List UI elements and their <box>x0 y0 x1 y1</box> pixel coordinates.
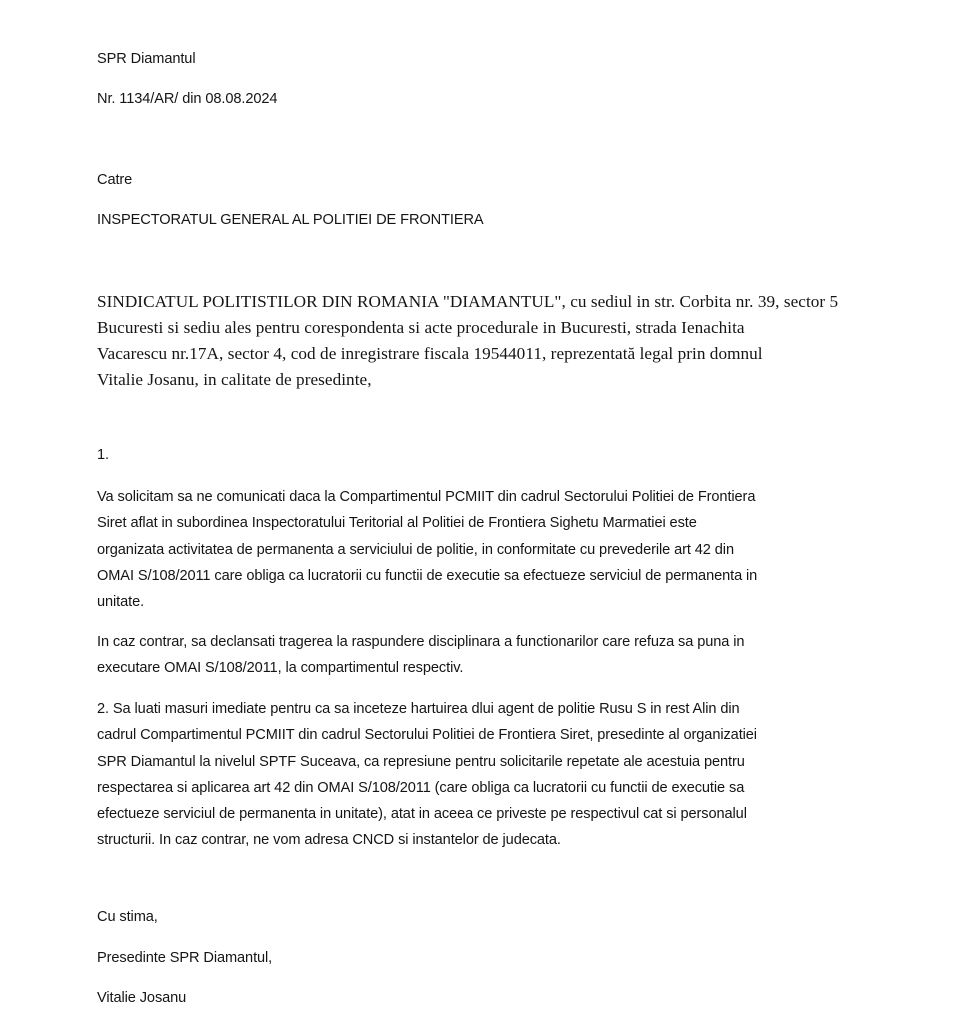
section-1-line: unitate. <box>97 594 145 611</box>
section-1-line: organizata activitatea de permanenta a serviciului de politie, in conformitate cu prevederile art 42 din <box>97 541 734 558</box>
section-2-line: efectueze serviciul de permanenta in unitate), atat in aceea ce priveste pe respectivul cat si personalul <box>97 806 747 823</box>
section-1-line: Siret aflat in subordinea Inspectoratului Teritorial al Politiei de Frontiera Sighetu Marmatiei este <box>97 515 697 532</box>
section-2-line: respectarea si aplicarea art 42 din OMAI S/108/2011 (care obliga ca lucratorii cu functii de executie sa <box>97 779 745 796</box>
intro-line: Vacarescu nr.17A, sector 4, cod de inregistrare fiscala 19544011, reprezentată legal prin domnul <box>97 344 763 363</box>
section-1-paragraph <box>97 484 757 615</box>
reference-number: Nr. 1134/AR/ din 08.08.2024 <box>97 91 278 107</box>
section-1-followup-line: In caz contrar, sa declansati tragerea la raspundere disciplinara a functionarilor care refuza sa puna in <box>97 634 745 650</box>
closing-salutation: Cu stima, <box>97 909 158 925</box>
intro-line: SINDICATUL POLITISTILOR DIN ROMANIA "DIAMANTUL", cu sediul in str. Corbita nr. 39, sector 5 <box>97 292 839 311</box>
signatory-name: Vitalie Josanu <box>97 990 187 1006</box>
sender-name: SPR Diamantul <box>97 51 196 67</box>
section-1-number: 1. <box>97 447 109 463</box>
intro-paragraph <box>97 289 838 393</box>
signatory-title: Presedinte SPR Diamantul, <box>97 950 273 966</box>
section-2-paragraph <box>97 696 757 854</box>
recipient-prefix: Catre <box>97 172 133 188</box>
recipient-name: INSPECTORATUL GENERAL AL POLITIEI DE FRONTIERA <box>97 212 484 228</box>
intro-line: Vitalie Josanu, in calitate de presedinte, <box>97 370 372 389</box>
section-2-line: structurii. In caz contrar, ne vom adresa CNCD si instantelor de judecata. <box>97 832 561 849</box>
section-2-line: cadrul Compartimentul PCMIIT din cadrul Sectorului Politiei de Frontiera Siret, presedinte al organizatiei <box>97 727 757 744</box>
section-1-line: Va solicitam sa ne comunicati daca la Compartimentul PCMIIT din cadrul Sectorului Politiei de Frontiera <box>97 489 756 505</box>
intro-line: Bucuresti si sediu ales pentru corespondenta si acte procedurale in Bucuresti, strada Ienachita <box>97 318 745 337</box>
section-2-line: SPR Diamantul la nivelul SPTF Suceava, ca represiune pentru solicitarile repetate ale acestuia pentru <box>97 753 745 770</box>
section-1-followup-line: executare OMAI S/108/2011, la compartimentul respectiv. <box>97 660 464 677</box>
section-1-line: OMAI S/108/2011 care obliga ca lucratorii cu functii de executie sa efectueze serviciul de permanenta in <box>97 567 758 584</box>
section-1-followup <box>97 629 744 682</box>
section-2-line: 2. Sa luati masuri imediate pentru ca sa inceteze hartuirea dlui agent de politie Rusu S in rest Alin din <box>97 701 740 717</box>
